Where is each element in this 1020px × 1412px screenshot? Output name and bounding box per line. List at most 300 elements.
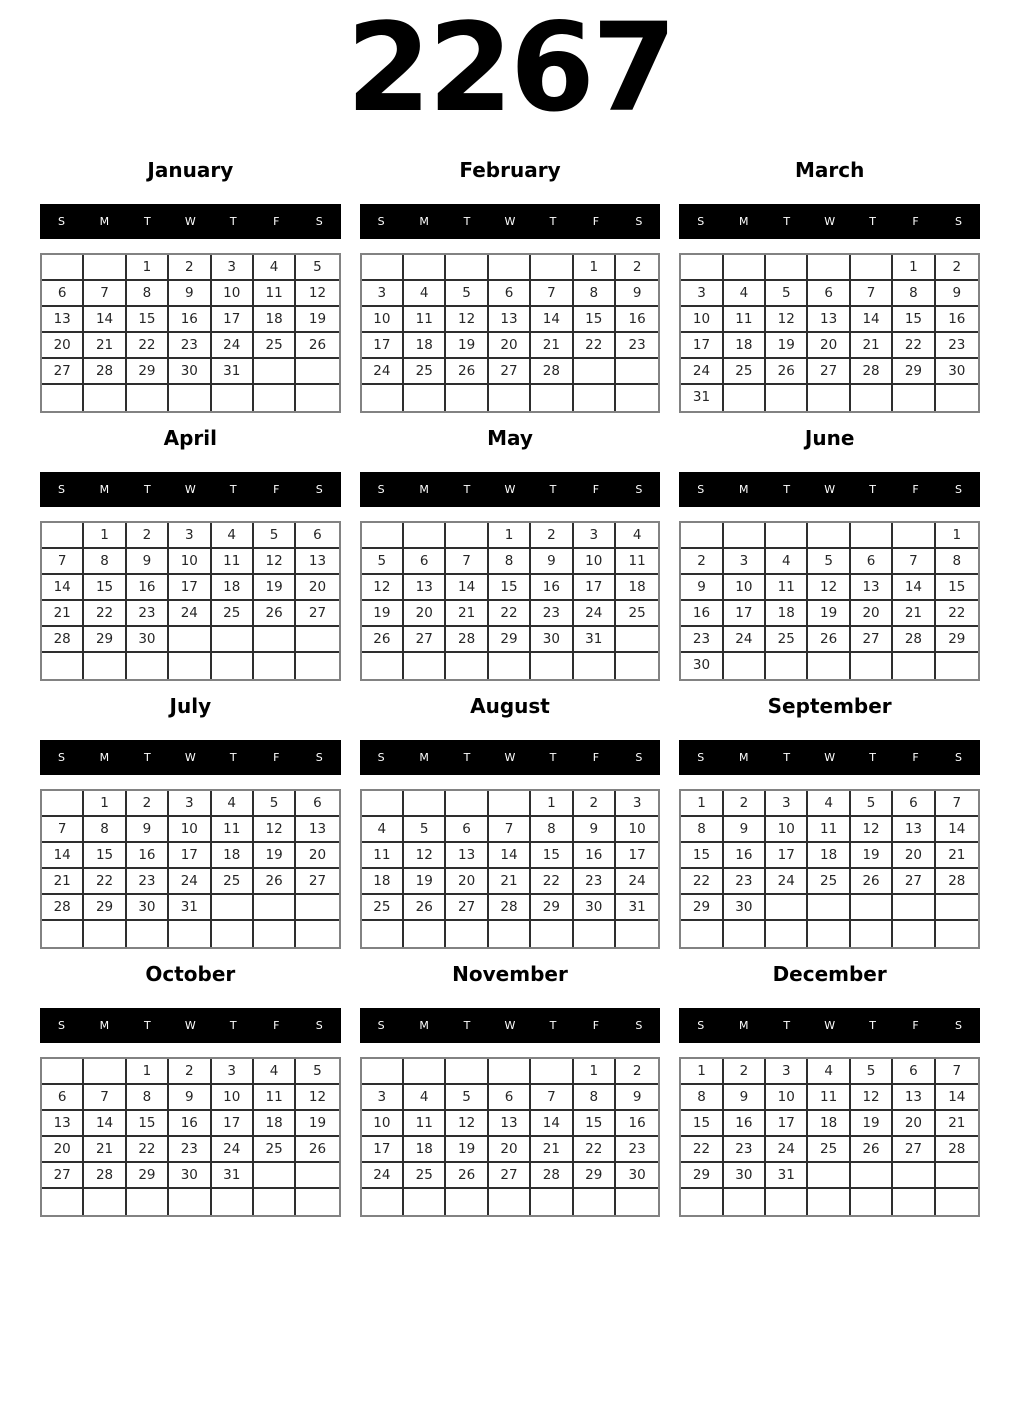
- day-cell: 28: [936, 869, 978, 895]
- weekday-label: S: [315, 1019, 323, 1033]
- day-cell: 23: [724, 869, 766, 895]
- month-grid: [360, 253, 661, 413]
- day-cell: 27: [446, 895, 488, 921]
- day-cell: 12: [296, 281, 338, 307]
- day-cell: 22: [127, 333, 169, 359]
- day-cell: 31: [574, 627, 616, 653]
- month-title: August: [470, 694, 550, 719]
- day-cell: [531, 1059, 573, 1085]
- day-cell: 8: [681, 1085, 723, 1111]
- day-cell: [362, 385, 404, 411]
- day-cell: 17: [362, 1137, 404, 1163]
- day-cell: 26: [296, 333, 338, 359]
- day-cell: 9: [169, 1085, 211, 1111]
- day-cell: 19: [446, 1137, 488, 1163]
- day-cell: 6: [893, 1059, 935, 1085]
- day-cell: 24: [212, 1137, 254, 1163]
- weekday-bar: [360, 204, 661, 239]
- day-cell: 21: [936, 843, 978, 869]
- day-cell: [851, 1163, 893, 1189]
- day-cell: 30: [127, 627, 169, 653]
- day-cell: 27: [42, 359, 84, 385]
- month-block: [40, 426, 341, 681]
- day-cell: 5: [808, 549, 850, 575]
- weekday-label: F: [592, 483, 600, 497]
- day-cell: [616, 921, 658, 947]
- day-cell: 24: [212, 333, 254, 359]
- day-cell: 20: [296, 575, 338, 601]
- day-cell: [404, 921, 446, 947]
- weekday-label: W: [824, 751, 836, 765]
- day-cell: 11: [808, 1085, 850, 1111]
- day-cell: 13: [446, 843, 488, 869]
- weekday-label: S: [635, 215, 643, 229]
- day-cell: [254, 1189, 296, 1215]
- day-cell: [84, 255, 126, 281]
- weekday-label: F: [912, 751, 919, 765]
- day-cell: 12: [808, 575, 850, 601]
- day-cell: 11: [254, 1085, 296, 1111]
- day-cell: 21: [446, 601, 488, 627]
- day-cell: [404, 385, 446, 411]
- day-cell: [446, 1189, 488, 1215]
- day-cell: [936, 653, 978, 679]
- day-cell: 2: [724, 791, 766, 817]
- day-cell: 9: [127, 549, 169, 575]
- day-cell: 23: [127, 869, 169, 895]
- day-cell: 14: [936, 1085, 978, 1111]
- month-grid: [360, 1057, 661, 1217]
- weekday-label: M: [99, 483, 110, 497]
- day-cell: 26: [362, 627, 404, 653]
- day-cell: 2: [531, 523, 573, 549]
- year-title: 2267: [346, 0, 674, 139]
- day-cell: 30: [169, 359, 211, 385]
- month-title: September: [767, 694, 892, 719]
- day-cell: 4: [766, 549, 808, 575]
- month-block: [40, 158, 341, 413]
- day-cell: 11: [724, 307, 766, 333]
- day-cell: [296, 359, 338, 385]
- day-cell: [362, 1059, 404, 1085]
- day-cell: 12: [766, 307, 808, 333]
- day-cell: 29: [574, 1163, 616, 1189]
- month-block: [360, 426, 661, 681]
- day-cell: 18: [766, 601, 808, 627]
- day-cell: [489, 385, 531, 411]
- day-cell: 22: [574, 333, 616, 359]
- month-title: December: [772, 962, 887, 987]
- weekday-label: S: [697, 1019, 705, 1033]
- day-cell: 21: [42, 869, 84, 895]
- month-block: [679, 962, 980, 1217]
- day-cell: [574, 653, 616, 679]
- day-cell: 24: [616, 869, 658, 895]
- weekday-label: W: [184, 215, 196, 229]
- day-cell: 12: [851, 1085, 893, 1111]
- day-cell: 11: [766, 575, 808, 601]
- weekday-label: F: [273, 483, 280, 497]
- day-cell: 30: [574, 895, 616, 921]
- day-cell: 26: [446, 1163, 488, 1189]
- day-cell: 2: [169, 1059, 211, 1085]
- month-title: November: [452, 962, 568, 987]
- weekday-label: M: [419, 751, 429, 765]
- day-cell: [936, 1163, 978, 1189]
- day-cell: 15: [489, 575, 531, 601]
- day-cell: 22: [84, 869, 126, 895]
- day-cell: 10: [766, 1085, 808, 1111]
- weekday-label: T: [144, 483, 151, 497]
- day-cell: 1: [127, 1059, 169, 1085]
- day-cell: 13: [489, 307, 531, 333]
- day-cell: [531, 255, 573, 281]
- weekday-label: T: [869, 751, 876, 765]
- weekday-bar: [679, 204, 980, 239]
- day-cell: 19: [254, 843, 296, 869]
- day-cell: 26: [851, 869, 893, 895]
- day-cell: 15: [574, 307, 616, 333]
- day-cell: 19: [404, 869, 446, 895]
- day-cell: [893, 385, 935, 411]
- day-cell: 10: [766, 817, 808, 843]
- day-cell: 10: [362, 1111, 404, 1137]
- weekday-label: T: [783, 215, 791, 229]
- day-cell: 20: [893, 1111, 935, 1137]
- weekday-label: M: [99, 215, 110, 229]
- day-cell: 19: [296, 1111, 338, 1137]
- day-cell: [169, 921, 211, 947]
- weekday-label: T: [229, 215, 237, 229]
- day-cell: [362, 523, 404, 549]
- weekday-label: T: [463, 483, 471, 497]
- day-cell: 8: [574, 1085, 616, 1111]
- day-cell: 7: [936, 1059, 978, 1085]
- day-cell: [808, 895, 850, 921]
- day-cell: 5: [362, 549, 404, 575]
- day-cell: 8: [936, 549, 978, 575]
- day-cell: 5: [851, 1059, 893, 1085]
- weekday-bar: [40, 740, 341, 775]
- day-cell: 16: [169, 307, 211, 333]
- day-cell: 5: [851, 791, 893, 817]
- day-cell: 3: [766, 791, 808, 817]
- day-cell: [169, 653, 211, 679]
- day-cell: 14: [84, 307, 126, 333]
- day-cell: 27: [851, 627, 893, 653]
- day-cell: 18: [808, 1111, 850, 1137]
- day-cell: 10: [169, 549, 211, 575]
- weekday-label: W: [824, 215, 836, 229]
- day-cell: 28: [531, 359, 573, 385]
- day-cell: [851, 921, 893, 947]
- month-block: [679, 158, 980, 413]
- day-cell: [254, 1163, 296, 1189]
- day-cell: 9: [169, 281, 211, 307]
- day-cell: [212, 627, 254, 653]
- day-cell: [254, 921, 296, 947]
- day-cell: [296, 627, 338, 653]
- day-cell: 14: [531, 307, 573, 333]
- day-cell: [808, 1189, 850, 1215]
- day-cell: 31: [681, 385, 723, 411]
- day-cell: [681, 255, 723, 281]
- day-cell: 14: [531, 1111, 573, 1137]
- day-cell: 13: [893, 1085, 935, 1111]
- day-cell: [212, 895, 254, 921]
- day-cell: 25: [362, 895, 404, 921]
- month-title: May: [487, 426, 533, 451]
- day-cell: 2: [127, 791, 169, 817]
- day-cell: 11: [404, 1111, 446, 1137]
- day-cell: [808, 1163, 850, 1189]
- day-cell: 29: [84, 627, 126, 653]
- weekday-label: S: [57, 1019, 65, 1033]
- day-cell: [169, 385, 211, 411]
- day-cell: 9: [574, 817, 616, 843]
- day-cell: [446, 385, 488, 411]
- day-cell: 25: [616, 601, 658, 627]
- day-cell: [84, 385, 126, 411]
- weekday-label: T: [549, 215, 557, 229]
- day-cell: [42, 791, 84, 817]
- day-cell: [851, 255, 893, 281]
- day-cell: 23: [574, 869, 616, 895]
- day-cell: 13: [893, 817, 935, 843]
- day-cell: 29: [681, 1163, 723, 1189]
- month-title: July: [169, 694, 212, 719]
- day-cell: 26: [404, 895, 446, 921]
- day-cell: [574, 359, 616, 385]
- day-cell: 1: [936, 523, 978, 549]
- weekday-bar: [360, 740, 661, 775]
- day-cell: 7: [531, 281, 573, 307]
- day-cell: 5: [404, 817, 446, 843]
- day-cell: 14: [84, 1111, 126, 1137]
- day-cell: 18: [254, 1111, 296, 1137]
- day-cell: [766, 255, 808, 281]
- day-cell: 28: [446, 627, 488, 653]
- weekday-label: S: [315, 751, 323, 765]
- day-cell: [724, 523, 766, 549]
- day-cell: [936, 385, 978, 411]
- day-cell: 22: [574, 1137, 616, 1163]
- day-cell: 20: [489, 333, 531, 359]
- weekday-label: S: [955, 215, 962, 229]
- day-cell: 8: [84, 817, 126, 843]
- day-cell: 18: [212, 843, 254, 869]
- weekday-label: M: [99, 1019, 110, 1033]
- weekday-label: M: [99, 751, 110, 765]
- weekday-label: S: [635, 751, 643, 765]
- day-cell: 23: [531, 601, 573, 627]
- weekday-label: T: [229, 1019, 237, 1033]
- day-cell: [254, 359, 296, 385]
- day-cell: 21: [84, 333, 126, 359]
- day-cell: 17: [169, 575, 211, 601]
- month-block: [360, 694, 661, 949]
- day-cell: 16: [724, 1111, 766, 1137]
- day-cell: [893, 523, 935, 549]
- day-cell: [766, 895, 808, 921]
- day-cell: 10: [212, 281, 254, 307]
- day-cell: 4: [724, 281, 766, 307]
- day-cell: 9: [724, 1085, 766, 1111]
- day-cell: 3: [169, 791, 211, 817]
- day-cell: 20: [404, 601, 446, 627]
- weekday-label: S: [955, 751, 962, 765]
- day-cell: 22: [681, 1137, 723, 1163]
- day-cell: 24: [362, 1163, 404, 1189]
- day-cell: 5: [296, 1059, 338, 1085]
- day-cell: [212, 385, 254, 411]
- day-cell: 9: [531, 549, 573, 575]
- day-cell: [296, 1189, 338, 1215]
- month-block: [40, 694, 341, 949]
- day-cell: [893, 895, 935, 921]
- day-cell: 13: [404, 575, 446, 601]
- day-cell: 14: [936, 817, 978, 843]
- weekday-label: W: [504, 215, 516, 229]
- weekday-label: F: [912, 483, 919, 497]
- day-cell: 6: [808, 281, 850, 307]
- day-cell: 6: [42, 281, 84, 307]
- day-cell: [724, 255, 766, 281]
- day-cell: 12: [446, 307, 488, 333]
- day-cell: [489, 1059, 531, 1085]
- day-cell: 17: [574, 575, 616, 601]
- weekday-bar: [40, 1008, 341, 1043]
- month-title: October: [145, 962, 236, 987]
- day-cell: 26: [296, 1137, 338, 1163]
- day-cell: 10: [724, 575, 766, 601]
- weekday-label: F: [912, 1019, 919, 1033]
- day-cell: [296, 385, 338, 411]
- day-cell: 2: [616, 1059, 658, 1085]
- day-cell: 11: [212, 549, 254, 575]
- day-cell: 4: [404, 281, 446, 307]
- day-cell: 24: [724, 627, 766, 653]
- day-cell: 5: [766, 281, 808, 307]
- weekday-label: W: [504, 483, 516, 497]
- day-cell: 5: [254, 523, 296, 549]
- day-cell: 25: [404, 359, 446, 385]
- day-cell: 28: [851, 359, 893, 385]
- day-cell: 24: [574, 601, 616, 627]
- day-cell: 25: [254, 333, 296, 359]
- calendar-grid: [0, 158, 1020, 1217]
- weekday-label: W: [504, 1019, 516, 1033]
- day-cell: 6: [296, 791, 338, 817]
- weekday-label: S: [955, 483, 962, 497]
- weekday-label: W: [504, 751, 516, 765]
- day-cell: 31: [616, 895, 658, 921]
- day-cell: 5: [254, 791, 296, 817]
- day-cell: 31: [212, 1163, 254, 1189]
- day-cell: [724, 385, 766, 411]
- day-cell: 7: [42, 549, 84, 575]
- weekday-label: M: [738, 751, 749, 765]
- day-cell: [84, 653, 126, 679]
- day-cell: 16: [681, 601, 723, 627]
- day-cell: 2: [936, 255, 978, 281]
- day-cell: 23: [127, 601, 169, 627]
- day-cell: 16: [616, 307, 658, 333]
- day-cell: [489, 653, 531, 679]
- day-cell: [616, 1189, 658, 1215]
- day-cell: 1: [681, 791, 723, 817]
- month-title: February: [459, 158, 561, 183]
- day-cell: 2: [681, 549, 723, 575]
- day-cell: [893, 1189, 935, 1215]
- day-cell: 13: [851, 575, 893, 601]
- day-cell: [766, 921, 808, 947]
- month-grid: [360, 521, 661, 681]
- day-cell: 29: [893, 359, 935, 385]
- weekday-bar: [360, 1008, 661, 1043]
- day-cell: [446, 653, 488, 679]
- day-cell: 26: [808, 627, 850, 653]
- day-cell: 19: [362, 601, 404, 627]
- day-cell: 19: [296, 307, 338, 333]
- day-cell: [296, 921, 338, 947]
- weekday-label: F: [273, 215, 280, 229]
- day-cell: 28: [489, 895, 531, 921]
- day-cell: 10: [574, 549, 616, 575]
- weekday-label: T: [783, 1019, 791, 1033]
- day-cell: 31: [766, 1163, 808, 1189]
- day-cell: 24: [362, 359, 404, 385]
- day-cell: 18: [404, 1137, 446, 1163]
- day-cell: 21: [851, 333, 893, 359]
- day-cell: 20: [851, 601, 893, 627]
- weekday-label: S: [635, 1019, 643, 1033]
- day-cell: 12: [362, 575, 404, 601]
- day-cell: 30: [681, 653, 723, 679]
- day-cell: 4: [808, 791, 850, 817]
- day-cell: 19: [766, 333, 808, 359]
- weekday-label: T: [869, 215, 876, 229]
- day-cell: 27: [808, 359, 850, 385]
- day-cell: 26: [254, 601, 296, 627]
- day-cell: [574, 921, 616, 947]
- day-cell: [362, 791, 404, 817]
- day-cell: 6: [851, 549, 893, 575]
- day-cell: [254, 385, 296, 411]
- day-cell: 30: [127, 895, 169, 921]
- day-cell: 25: [766, 627, 808, 653]
- weekday-label: S: [697, 751, 705, 765]
- day-cell: [296, 653, 338, 679]
- weekday-label: T: [463, 215, 471, 229]
- day-cell: 1: [84, 791, 126, 817]
- day-cell: 18: [724, 333, 766, 359]
- day-cell: [851, 653, 893, 679]
- day-cell: [42, 1059, 84, 1085]
- day-cell: 20: [893, 843, 935, 869]
- day-cell: 24: [169, 601, 211, 627]
- day-cell: [212, 1189, 254, 1215]
- day-cell: 1: [84, 523, 126, 549]
- day-cell: 3: [212, 1059, 254, 1085]
- day-cell: 7: [446, 549, 488, 575]
- day-cell: 23: [681, 627, 723, 653]
- day-cell: [766, 523, 808, 549]
- day-cell: 3: [724, 549, 766, 575]
- day-cell: 17: [616, 843, 658, 869]
- day-cell: 21: [531, 1137, 573, 1163]
- day-cell: 1: [574, 255, 616, 281]
